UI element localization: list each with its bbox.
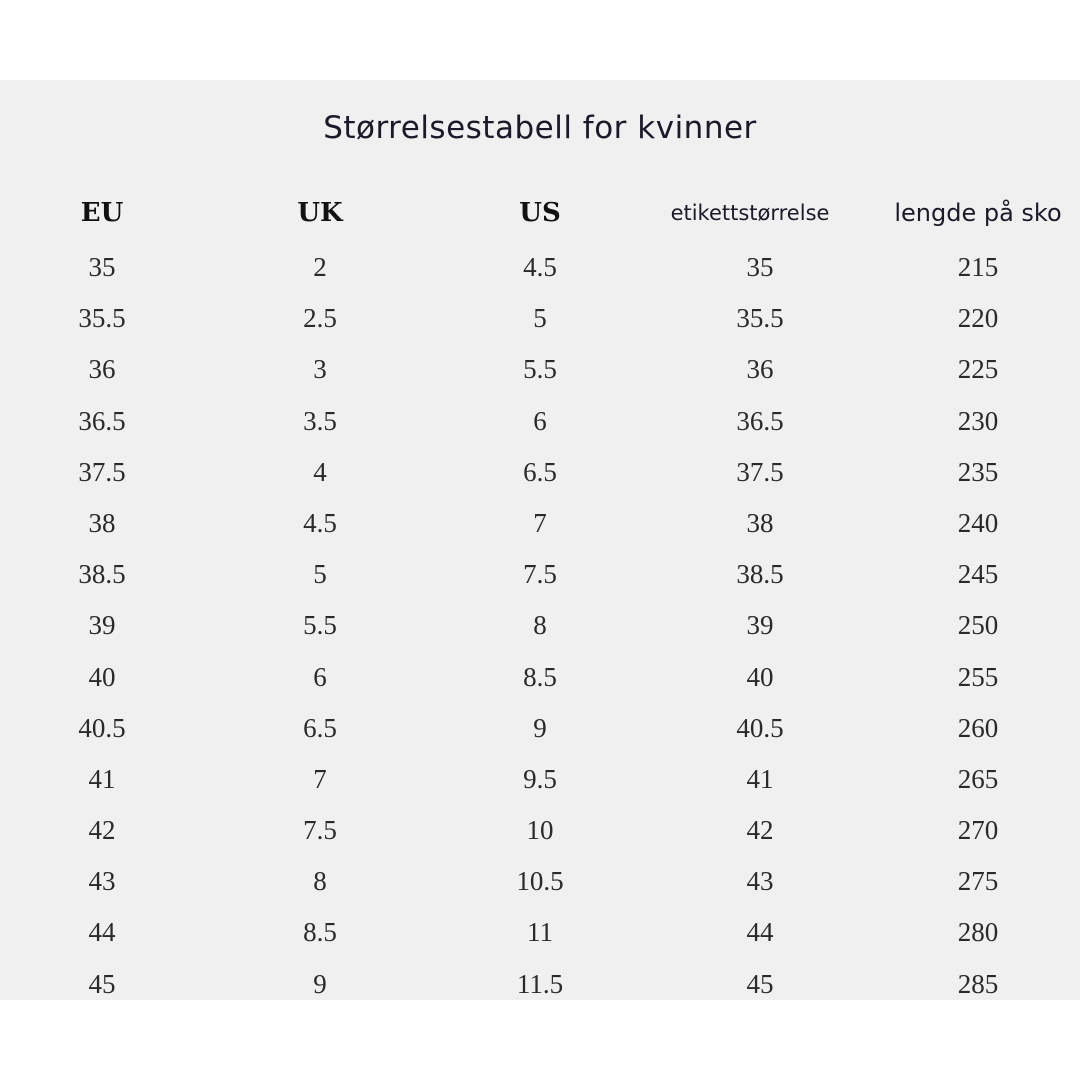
table-cell: 260: [957, 712, 999, 743]
column-header-us: US: [519, 198, 561, 228]
table-cell: 9: [313, 968, 327, 999]
table-cell: 265: [957, 763, 999, 794]
table-cell: 285: [957, 968, 999, 999]
table-cell: 41: [746, 763, 774, 794]
table-cell: 225: [957, 354, 999, 385]
table-cell: 8: [533, 610, 547, 641]
table-cell: 40.5: [78, 712, 126, 743]
table-cell: 10: [526, 815, 554, 846]
table-cell: 43: [746, 866, 774, 897]
table-cell: 215: [957, 252, 999, 282]
table-cell: 3: [313, 354, 327, 385]
table-cell: 44: [88, 917, 116, 948]
table-cell: 6.5: [523, 456, 557, 487]
table-cell: 4.5: [303, 507, 337, 538]
table-cell: 280: [957, 917, 999, 948]
table-cell: 36.5: [736, 405, 784, 436]
table-cell: 40.5: [736, 712, 784, 743]
table-cell: 8: [313, 866, 327, 897]
table-cell: 2: [313, 252, 327, 282]
column-header-eu: EU: [80, 198, 124, 228]
table-cell: 4: [313, 456, 327, 487]
column-uk: [210, 190, 430, 1010]
table-cell: 6: [533, 405, 547, 436]
table-cell: 2.5: [303, 303, 337, 334]
column-header-label-size: etikettstørrelse: [670, 201, 830, 225]
table-cell: 9: [533, 712, 547, 743]
table-cell: 9.5: [523, 763, 557, 794]
table-cell: 7.5: [303, 815, 337, 846]
table-cell: 10.5: [516, 866, 564, 897]
table-cell: 5.5: [523, 354, 557, 385]
column-label-size: [650, 190, 870, 1010]
table-cell: 38: [88, 507, 116, 538]
table-cell: 245: [957, 559, 999, 590]
table-cell: 11: [527, 917, 553, 948]
table-cell: 250: [957, 610, 999, 641]
table-cell: 42: [746, 815, 774, 846]
column-cells-label-size: [650, 242, 870, 1010]
table-cell: 40: [88, 661, 116, 692]
table-cell: 5.5: [303, 610, 337, 641]
table-cell: 35: [746, 252, 774, 282]
table-cell: 35.5: [78, 303, 126, 334]
table-cell: 36: [746, 354, 774, 385]
chart-title: Størrelsestabell for kvinner: [323, 110, 757, 146]
table-cell: 3.5: [303, 405, 337, 436]
table-cell: 240: [957, 507, 999, 538]
table-cell: 4.5: [523, 252, 557, 282]
table-cell: 39: [746, 610, 774, 641]
table-cell: 255: [957, 661, 999, 692]
table-cell: 37.5: [78, 456, 126, 487]
table-cell: 41: [88, 763, 116, 794]
table-cell: 36.5: [78, 405, 126, 436]
table-cell: 7: [313, 763, 327, 794]
table-cell: 38.5: [78, 559, 126, 590]
table-cell: 35: [88, 252, 116, 282]
column-cells-eu: [0, 242, 212, 1010]
table-cell: 235: [957, 456, 999, 487]
table-cell: 40: [746, 661, 774, 692]
table-cell: 38: [746, 507, 774, 538]
table-cell: 5: [533, 303, 547, 334]
table-cell: 6.5: [303, 712, 337, 743]
table-cell: 44: [746, 917, 774, 948]
table-cell: 35.5: [736, 303, 784, 334]
column-us: [430, 190, 650, 1010]
table-cell: 8.5: [303, 917, 337, 948]
column-cells-us: [430, 242, 650, 1010]
column-header-uk: UK: [297, 198, 343, 228]
table-cell: 36: [88, 354, 116, 385]
table-cell: 8.5: [523, 661, 557, 692]
table-cell: 39: [88, 610, 116, 641]
table-cell: 220: [957, 303, 999, 334]
table-cell: 7.5: [523, 559, 557, 590]
column-eu: [0, 190, 212, 1010]
table-cell: 43: [88, 866, 116, 897]
table-cell: 42: [88, 815, 116, 846]
table-cell: 45: [88, 968, 116, 999]
table-cell: 7: [533, 507, 547, 538]
table-cell: 275: [957, 866, 999, 897]
column-header-shoe-length: lengde på sko: [894, 199, 1062, 227]
table-cell: 5: [313, 559, 327, 590]
column-cells-uk: [210, 242, 430, 1010]
table-cell: 270: [957, 815, 999, 846]
column-shoe-length: [878, 190, 1078, 1010]
table-cell: 230: [957, 405, 999, 436]
table-cell: 37.5: [736, 456, 784, 487]
table-cell: 45: [746, 968, 774, 999]
table-cell: 11.5: [516, 968, 564, 999]
table-cell: 6: [313, 661, 327, 692]
column-cells-shoe-length: [878, 242, 1078, 1010]
table-cell: 38.5: [736, 559, 784, 590]
